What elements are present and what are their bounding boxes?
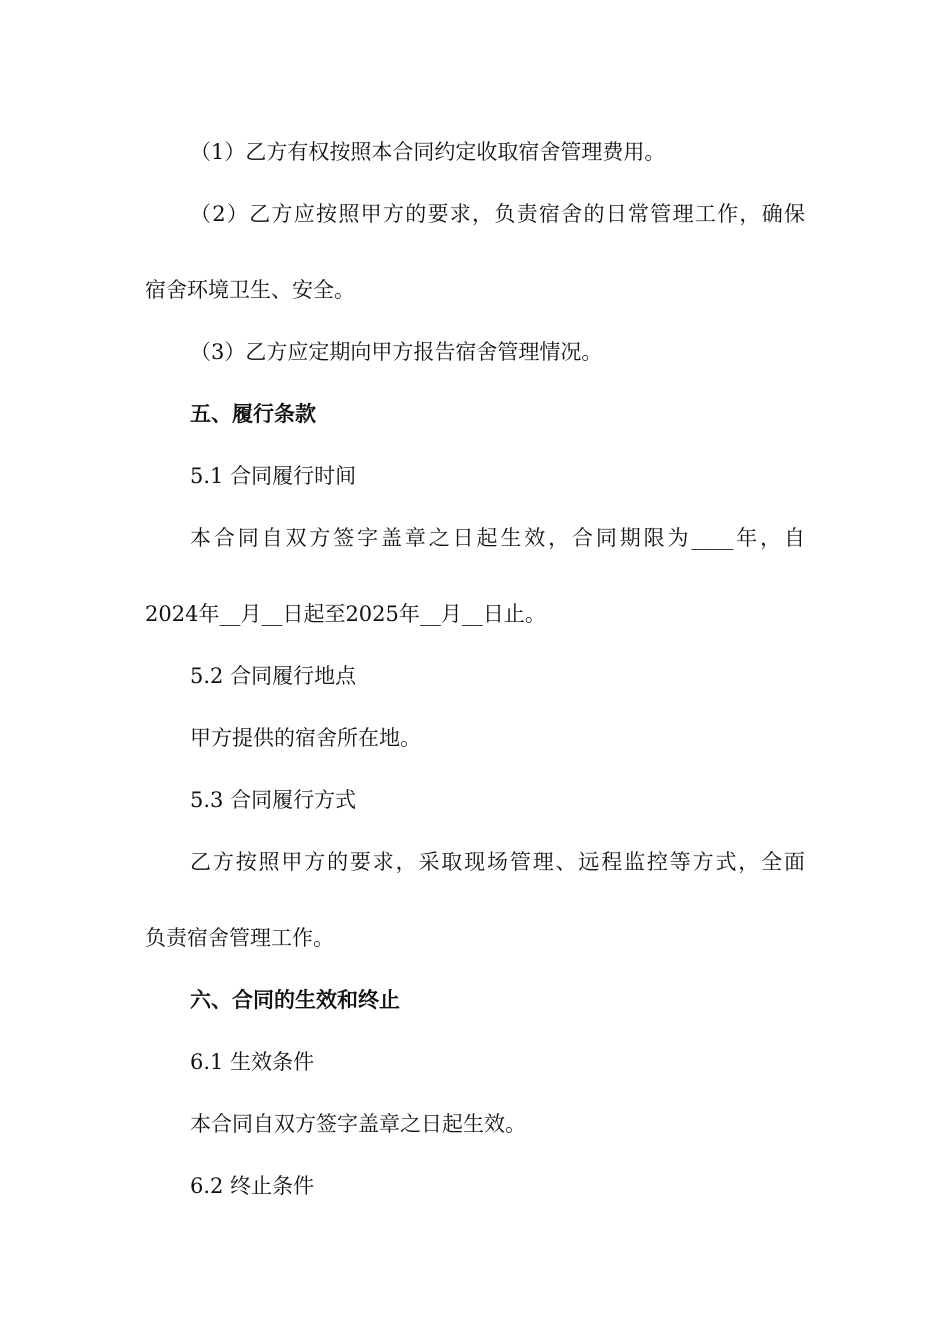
clause-4-2-2-line-1: （2）乙方应按照甲方的要求，负责宿舍的日常管理工作，确保 — [190, 202, 805, 226]
clause-4-2-3: （3）乙方应定期向甲方报告宿舍管理情况。 — [190, 340, 603, 364]
subsection-5-3-text-line-2: 负责宿舍管理工作。 — [145, 926, 334, 950]
subsection-5-1-heading: 5.1 合同履行时间 — [190, 464, 357, 488]
subsection-6-2-heading: 6.2 终止条件 — [190, 1174, 315, 1198]
subsection-5-2-heading: 5.2 合同履行地点 — [190, 664, 357, 688]
subsection-5-3-text-line-1: 乙方按照甲方的要求，采取现场管理、远程监控等方式，全面 — [190, 850, 805, 874]
section-5-heading: 五、履行条款 — [190, 402, 316, 426]
clause-4-2-2-line-2: 宿舍环境卫生、安全。 — [145, 278, 355, 302]
subsection-6-1-heading: 6.1 生效条件 — [190, 1050, 315, 1074]
subsection-5-2-text: 甲方提供的宿舍所在地。 — [190, 726, 421, 750]
section-6-heading: 六、合同的生效和终止 — [190, 988, 400, 1012]
subsection-5-1-text-line-1: 本合同自双方签字盖章之日起生效，合同期限为____年，自 — [190, 526, 805, 550]
subsection-6-1-text: 本合同自双方签字盖章之日起生效。 — [190, 1112, 526, 1136]
clause-4-2-1: （1）乙方有权按照本合同约定收取宿舍管理费用。 — [190, 140, 666, 164]
subsection-5-3-heading: 5.3 合同履行方式 — [190, 788, 357, 812]
subsection-5-1-text-line-2: 2024年__月__日起至2025年__月__日止。 — [145, 602, 546, 626]
